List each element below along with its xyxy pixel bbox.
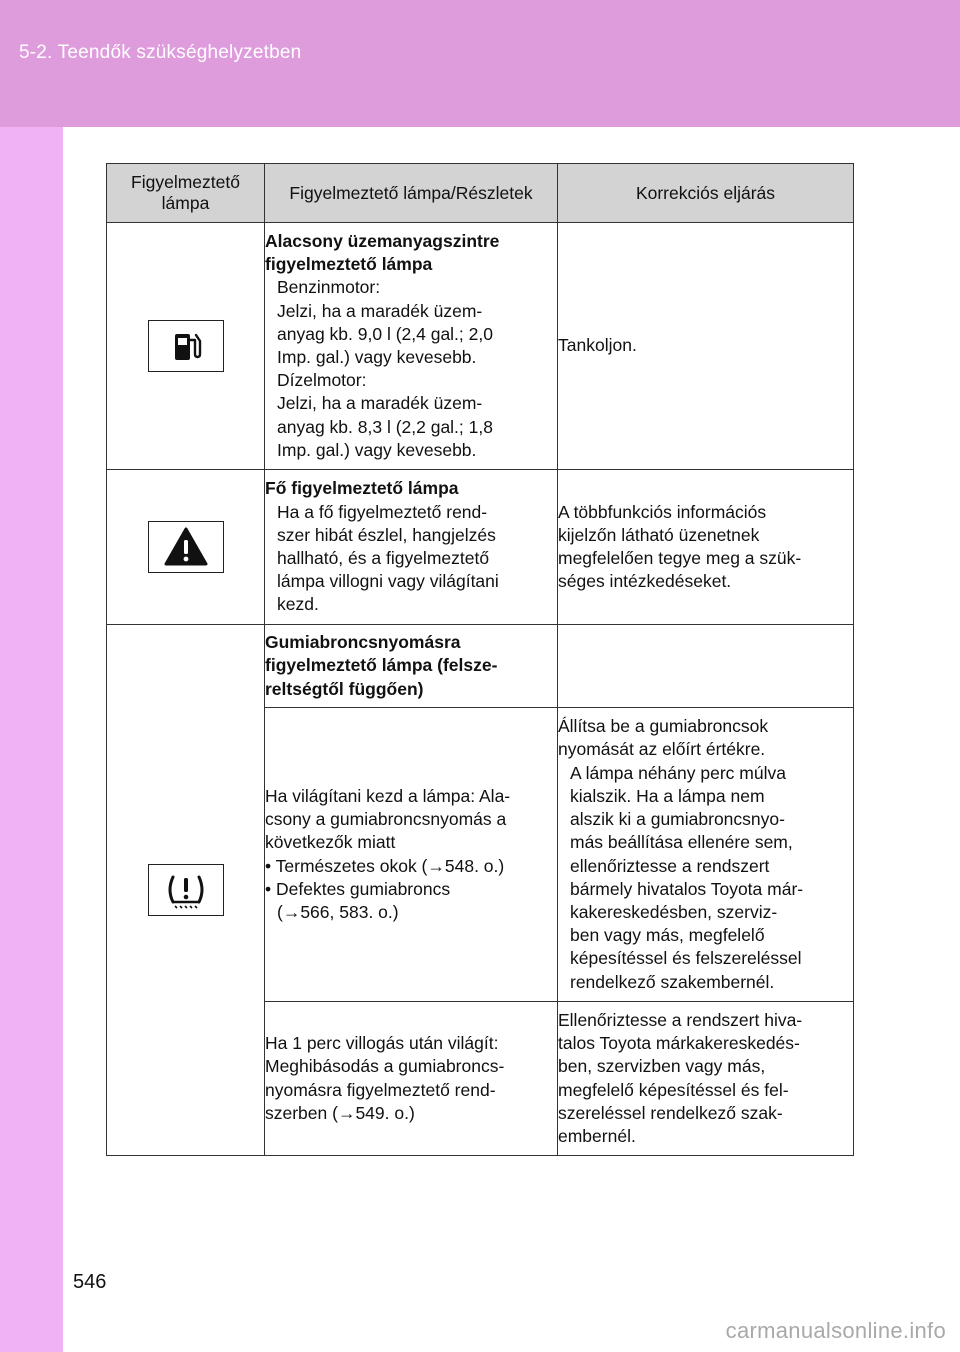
details-cell-master: Fő figyelmeztető lámpa Ha a fő figyelmeztető rend- szer hibát észlel, hangjelzés hallható, és a figyelmeztető lámpa villogni vagy világítani kezd.: [265, 470, 558, 625]
details-cell-fuel: Alacsony üzemanyagszintre figyelmeztető lámpa Benzinmotor: Jelzi, ha a maradék üzem- anyag kb. 9,0 l (2,4 gal.; 2,0 Imp. gal.) vagy kevesebb. Dízelmotor: Jelzi, ha a maradék üzem- anyag kb. 8,3 l (2,2 gal.; 1,8 Imp. gal.) vagy kevesebb.: [265, 223, 558, 470]
warning-lamp-table: [106, 163, 854, 1156]
table-header-row: [107, 164, 854, 223]
warning-triangle-icon: [148, 521, 224, 573]
lamp-cell-fuel: [107, 223, 265, 470]
details-cell-tire-low: Ha világítani kezd a lámpa: Ala- csony a gumiabroncsnyomás a következők miatt • Természetes okok (→548. o.) • Defektes gumiabroncs (→566, 583. o.): [265, 708, 558, 1002]
table-row-master: [107, 470, 854, 625]
col-header-lamp: Figyelmeztető lámpa: [107, 164, 265, 223]
lamp-cell-tire: [107, 625, 265, 1156]
section-title: 5-2. Teendők szükséghelyzetben: [19, 42, 302, 63]
correction-cell-fuel: Tankoljon.: [558, 223, 854, 470]
fuel-pump-icon: [148, 320, 224, 372]
table-row-tire-title: [107, 625, 854, 708]
watermark: carmanualsonline.info: [725, 1318, 946, 1343]
correction-cell-tire-low: Állítsa be a gumiabroncsok nyomását az előírt értékre. A lámpa néhány perc múlva kialszik. Ha a lámpa nem alszik ki a gumiabroncsnyo- más beállítása ellenére sem, ellenőriztesse a rendszert bármely hivatalos Toyota már- kakereskedésben, szerviz- ben vagy más, megfelelő képesítéssel és felszereléssel rendelkező szakembernél.: [558, 708, 854, 1002]
left-margin-strip: [0, 127, 63, 1352]
correction-cell-master: A többfunkciós információs kijelzőn látható üzenetnek megfelelően tegye meg a szük- séges intézkedéseket.: [558, 470, 854, 625]
page-number: 546: [73, 1271, 107, 1293]
master-title: Fő figyelmeztető lámpa: [265, 478, 459, 499]
col-header-details: Figyelmeztető lámpa/Részletek: [265, 164, 558, 223]
correction-cell-tire-malfunction: Ellenőriztesse a rendszert hiva- talos Toyota márkakereskedés- ben, szervizben vagy más, megfelelő képesítéssel és fel- szereléssel rendelkező szak- embernél.: [558, 1002, 854, 1156]
tire-pressure-icon: [148, 864, 224, 916]
lamp-cell-master: [107, 470, 265, 625]
details-cell-tire-title: Gumiabroncsnyomásra figyelmeztető lámpa (felsze- reltségtől függően): [265, 625, 558, 708]
correction-cell-tire-title: [558, 625, 854, 708]
col-header-correction: Korrekciós eljárás: [558, 164, 854, 223]
page-header: [0, 0, 960, 127]
fuel-title: Alacsony üzemanyagszintre: [265, 230, 500, 251]
tire-title: Gumiabroncsnyomásra: [265, 632, 461, 653]
details-cell-tire-malfunction: Ha 1 perc villogás után világít: Meghibásodás a gumiabroncs- nyomásra figyelmeztető rend- szerben (→549. o.): [265, 1002, 558, 1156]
table-row-fuel: [107, 223, 854, 470]
